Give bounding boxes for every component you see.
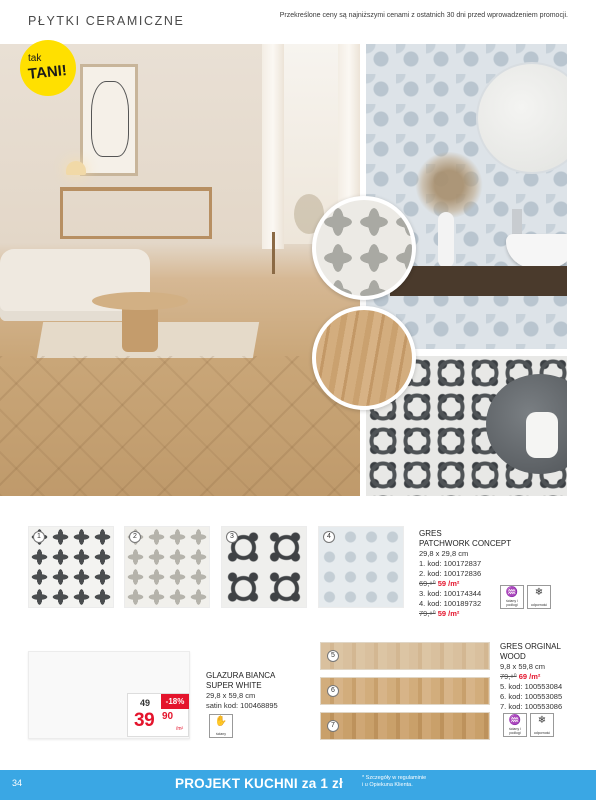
- new-price: 39: [134, 710, 155, 731]
- footnote-line: * Szczegóły w regulaminie: [362, 775, 427, 781]
- round-mirror: [476, 62, 567, 174]
- product-code: 7. kod: 100553086: [500, 702, 563, 711]
- product-subtitle: WOOD: [500, 652, 526, 661]
- new-price-cents: 90: [162, 711, 174, 722]
- product-title: GLAZURA BIANCA: [206, 671, 276, 680]
- tile-swatch-3: [221, 526, 307, 608]
- promo-footer[interactable]: [0, 770, 596, 800]
- curtain-left: [262, 44, 284, 249]
- tile-swatch-4: [318, 526, 404, 608]
- faucet: [512, 209, 522, 235]
- price-note: Przekreślone ceny są najniższymi cenami z ostatnich 30 dni przed wprowadzeniem promocji.: [279, 12, 568, 19]
- old-price: 49: [140, 698, 151, 708]
- new-price: 59 /m²: [437, 579, 460, 588]
- patchwork-tile-closeup: [312, 196, 416, 300]
- line-art: [91, 81, 129, 157]
- price-unit: /m²: [176, 726, 184, 732]
- wood-plank-6: [320, 677, 490, 705]
- living-room-photo: [0, 44, 360, 496]
- product-title: GRES: [419, 529, 442, 538]
- old-price: 79,⁹⁰: [500, 672, 517, 681]
- promo-headline[interactable]: PROJEKT KUCHNI za 1 zł: [175, 776, 343, 791]
- sink-basin: [506, 234, 567, 268]
- walls-floors-icon: ♒ ściany i podłogi: [503, 713, 527, 737]
- product-size: 29,8 x 59,8 cm: [206, 691, 256, 700]
- product-code: 6. kod: 100553085: [500, 692, 563, 701]
- tile-swatch-2: [124, 526, 210, 608]
- tile-number: 1: [33, 531, 45, 543]
- wooden-counter: [390, 266, 567, 296]
- plank-number: 7: [327, 720, 339, 732]
- product-title: GRES ORGINAL: [500, 642, 561, 651]
- price-line: [500, 672, 590, 682]
- product-code: 2. kod: 100172836: [419, 569, 482, 578]
- discount-badge: -18%: [161, 694, 189, 709]
- wood-info: [500, 642, 590, 712]
- wood-plank-7: [320, 712, 490, 740]
- walls-icon: ✋ ściany: [209, 714, 233, 738]
- tile-number: 3: [226, 531, 238, 543]
- wood-plank-5: [320, 642, 490, 670]
- plank-number: 5: [327, 650, 339, 662]
- product-code: 4. kod: 100189732: [419, 599, 482, 608]
- walls-floors-icon: ♒ ściany i podłogi: [500, 585, 524, 609]
- vase: [438, 212, 454, 268]
- old-price: 79,⁹⁰: [419, 609, 436, 618]
- product-subtitle: PATCHWORK CONCEPT: [419, 539, 512, 548]
- tile-number: 2: [129, 531, 141, 543]
- footnote-line: i u Opiekuna Klienta.: [362, 782, 413, 788]
- old-price: 69,⁹⁰: [419, 579, 436, 588]
- plank-number: 6: [327, 685, 339, 697]
- page-number: 34: [12, 778, 23, 788]
- glazura-info: [206, 671, 316, 711]
- price-line: [419, 609, 559, 619]
- product-subtitle: SUPER WHITE: [206, 681, 262, 690]
- frost-resistant-icon: ❄ odporność: [527, 585, 551, 609]
- tile-number: 4: [323, 531, 335, 543]
- bathroom-photo: [366, 44, 567, 349]
- coffee-table: [92, 292, 188, 352]
- badge-tani: TANI!: [27, 62, 68, 83]
- product-code: 1. kod: 100172837: [419, 559, 482, 568]
- section-title: PŁYTKI CERAMICZNE: [28, 14, 185, 28]
- white-cup: [526, 412, 558, 458]
- table-lamp: [66, 161, 86, 175]
- table-top: [92, 292, 188, 310]
- herringbone-floor: [0, 356, 360, 496]
- product-size: 9,8 x 59,8 cm: [500, 662, 546, 671]
- price-tag: [127, 693, 189, 737]
- product-size: 29,8 x 29,8 cm: [419, 549, 469, 558]
- shelf-unit: [60, 187, 212, 239]
- tak-tani-badge: [20, 40, 76, 96]
- promo-footnote: [362, 775, 442, 789]
- badge-tak: tak: [28, 53, 42, 64]
- pampas-grass: [414, 152, 484, 218]
- frost-resistant-icon: ❄ odporność: [530, 713, 554, 737]
- product-code: 5. kod: 100553084: [500, 682, 563, 691]
- new-price: 69 /m²: [518, 672, 541, 681]
- product-code: satin kod: 100468895: [206, 701, 278, 710]
- wood-tile-closeup: [312, 306, 416, 410]
- product-code: 3. kod: 100174344: [419, 589, 482, 598]
- wall-picture: [80, 64, 138, 176]
- new-price: 59 /m²: [437, 609, 460, 618]
- tile-swatch-1: [28, 526, 114, 608]
